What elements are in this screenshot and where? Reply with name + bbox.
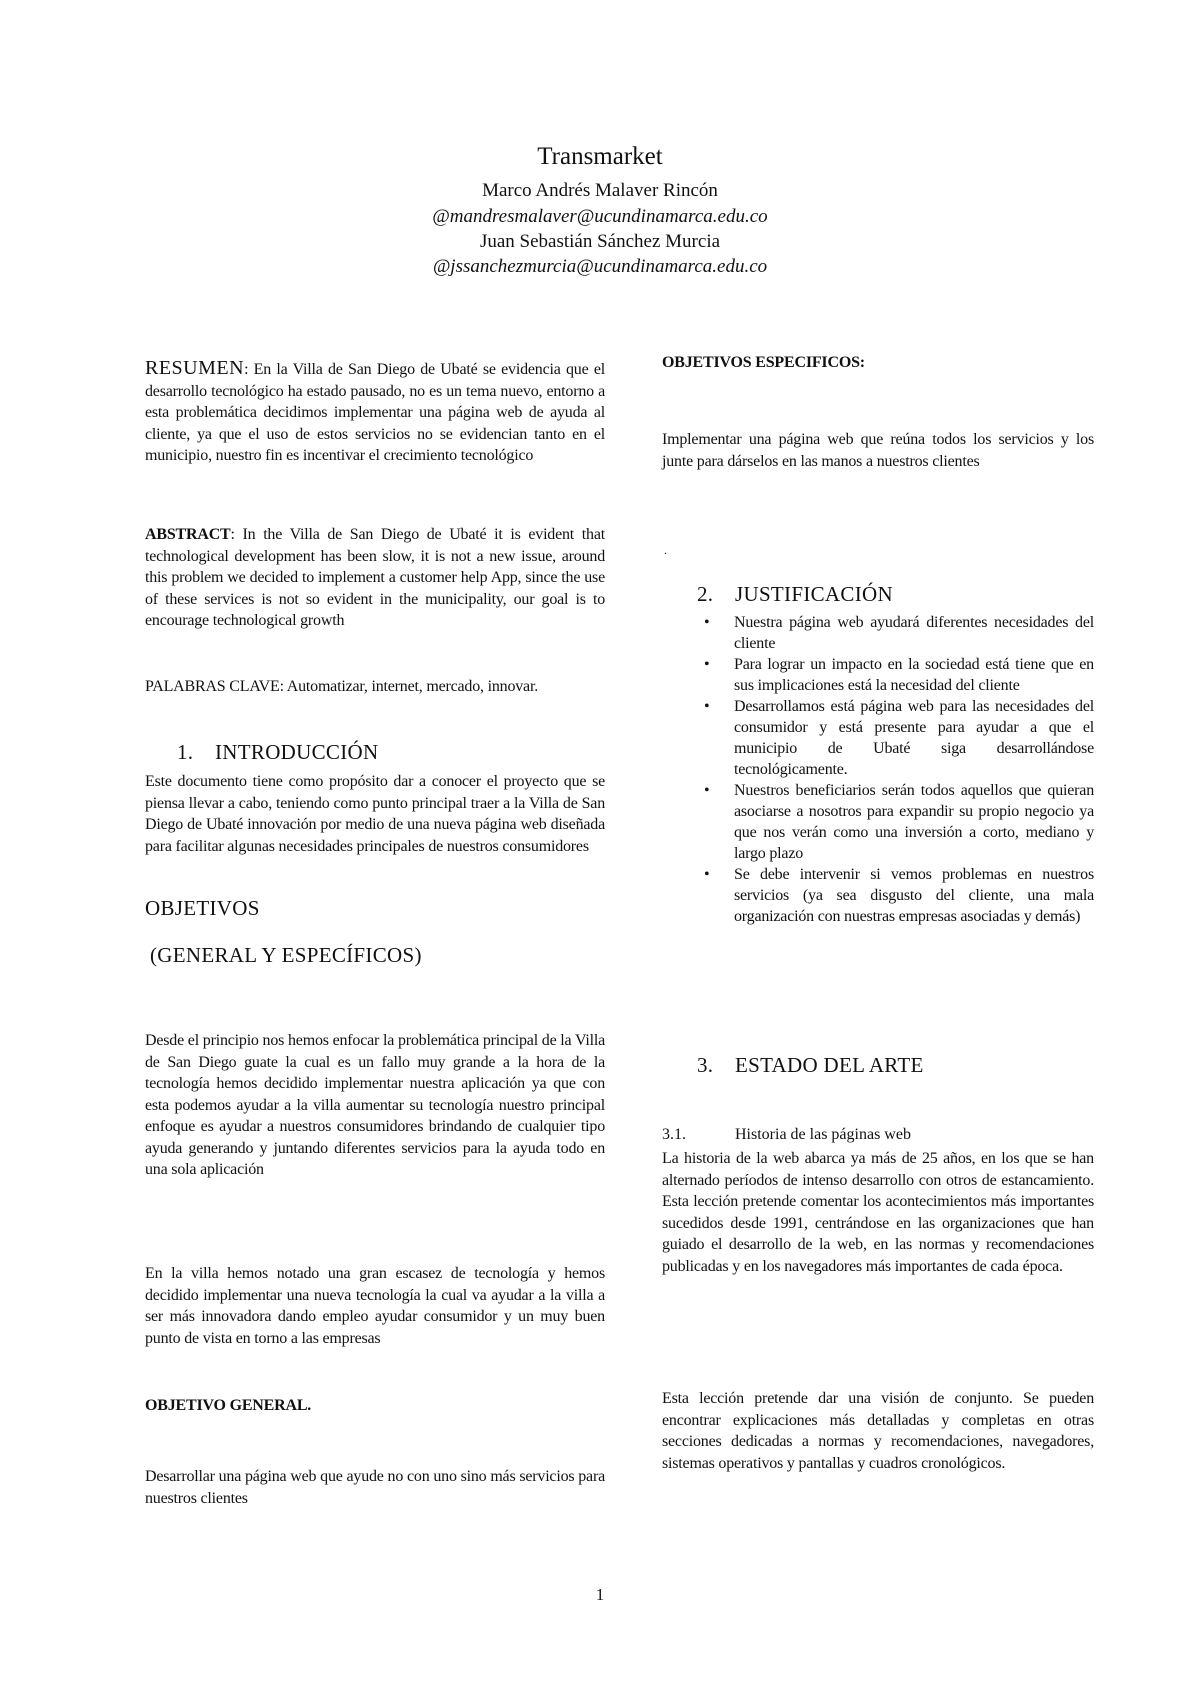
- section-justificacion-heading: [697, 582, 893, 607]
- section-number: 2.: [697, 582, 714, 606]
- section-title: INTRODUCCIÓN: [215, 740, 379, 764]
- bullet-icon: •: [704, 614, 710, 631]
- resumen-block: [145, 358, 605, 467]
- abstract-label: ABSTRACT: [145, 526, 231, 543]
- bullet-icon: •: [704, 866, 710, 883]
- objetivo-general-label: OBJETIVO GENERAL.: [145, 1397, 312, 1414]
- paper-title: Transmarket: [537, 143, 663, 170]
- list-item: • Nuestra página web ayudará diferentes necesidades del cliente: [704, 614, 1094, 652]
- page-number: 1: [595, 1585, 605, 1604]
- justificacion-list: [662, 612, 1094, 927]
- keywords: PALABRAS CLAVE: Automatizar, internet, mercado, innovar.: [145, 678, 539, 695]
- objetivos-especificos-text: Implementar una página web que reúna todos los servicios y los junte para dárselos en las manos a nuestros clientes: [662, 431, 1094, 470]
- bullet-icon: •: [704, 782, 710, 799]
- section-estado-del-arte-heading: [697, 1053, 924, 1078]
- author-1: Marco Andrés Malaver Rincón: [482, 180, 718, 201]
- objetivos-heading: OBJETIVOS: [145, 896, 260, 920]
- list-item: • Se debe intervenir si vemos problemas en nuestros servicios (ya sea disgusto del cliente, una mala organización con nuestras empresas asociadas y demás): [704, 866, 1094, 925]
- objetivos-subheading: (GENERAL Y ESPECÍFICOS): [150, 943, 422, 967]
- bullet-icon: •: [704, 698, 710, 715]
- abstract-text: : In the Villa de San Diego de Ubaté it is evident that technological development has been slow, it is not a new issue, around this problem we decided to implement a customer help App, since the use of these services is not so evident in the municipality, our goal is to encourage technological growth: [145, 526, 605, 629]
- author-2: Juan Sebastián Sánchez Murcia: [479, 231, 721, 252]
- subsection-3-1-heading: [662, 1126, 911, 1144]
- list-item: • Para lograr un impacto en la sociedad está tiene que en sus implicaciones está la necesidad del cliente: [704, 656, 1094, 694]
- resumen-text: : En la Villa de San Diego de Ubaté se evidencia que el desarrollo tecnológico ha estado pausado, no es un tema nuevo, entorno a esta problemática decidimos implementar una página web de ayuda al cliente, ya que el uso de estos servicios no se evidencian tanto en el municipio, nuestro fin es incentivar el crecimiento tecnológico: [145, 361, 605, 464]
- objetivos-paragraph-2: En la villa hemos notado una gran escasez de tecnología y hemos decidido implementar una nueva tecnología la cual va ayudar a la villa a ser más innovadora dando empleo ayudar consumidor y un muy buen punto de vista en torno a las empresas: [145, 1265, 605, 1347]
- bullet-icon: •: [704, 656, 710, 673]
- section-number: 1.: [177, 740, 194, 764]
- introduccion-text: Este documento tiene como propósito dar a conocer el proyecto que se piensa llevar a cabo, teniendo como punto principal traer a la Villa de San Diego de Ubaté innovación por medio de una nueva página web diseñada para facilitar algunas necesidades principales de nuestros consumidores: [145, 773, 605, 855]
- section-title: ESTADO DEL ARTE: [735, 1053, 924, 1077]
- section-number: 3.: [697, 1053, 714, 1077]
- abstract-block: [145, 524, 605, 632]
- subsection-title: Historia de las páginas web: [735, 1126, 911, 1143]
- objetivos-especificos-label: OBJETIVOS ESPECIFICOS:: [662, 354, 865, 371]
- resumen-label: RESUMEN: [145, 357, 245, 379]
- objetivos-paragraph-1: Desde el principio nos hemos enfocar la problemática principal de la Villa de San Diego guate la cual es un fallo muy grande a la hora de la tecnología hemos decidido implementar nuestra aplicación ya que con esta podemos ayudar a la villa aumentar su tecnología nuestro principal enfoque es ayudar a nuestros consumidores brindando de cualquier tipo ayuda generando y juntando diferentes servicios para la ayuda todo en una sola aplicación: [145, 1032, 605, 1178]
- section-title: JUSTIFICACIÓN: [735, 582, 893, 606]
- author-1-email: @mandresmalaver@ucundinamarca.edu.co: [432, 206, 768, 227]
- author-2-email: @jssanchezmurcia@ucundinamarca.edu.co: [432, 256, 768, 277]
- estado-del-arte-paragraph-2: Esta lección pretende dar una visión de conjunto. Se pueden encontrar explicaciones más detalladas y completas en otras secciones dedicadas a normas y recomendaciones, navegadores, sistemas operativos y pantallas y cuadros cronológicos.: [662, 1390, 1094, 1472]
- stray-dot: .: [664, 543, 667, 557]
- subsection-number: 3.1.: [662, 1126, 686, 1143]
- estado-del-arte-paragraph-1: La historia de la web abarca ya más de 25 años, en los que se han alternado períodos de intenso desarrollo con otros de estancamiento. Esta lección pretende comentar los acontecimientos más importantes sucedidos desde 1991, centrándose en las organizaciones que han guiado el desarrollo de la web, en las normas y recomendaciones publicadas y en los navegadores más importantes de cada época.: [662, 1150, 1094, 1275]
- list-item: • Nuestros beneficiarios serán todos aquellos que quieran asociarse a nosotros para expandir su propio negocio ya que nos verán como una inversión a corto, mediano y largo plazo: [704, 782, 1094, 862]
- section-introduccion-heading: [177, 740, 378, 765]
- list-item: • Desarrollamos está página web para las necesidades del consumidor y está presente para ayudar a que el municipio de Ubaté siga desarrollándose tecnológicamente.: [704, 698, 1094, 778]
- objetivo-general-text: Desarrollar una página web que ayude no con uno sino más servicios para nuestros clientes: [145, 1468, 605, 1507]
